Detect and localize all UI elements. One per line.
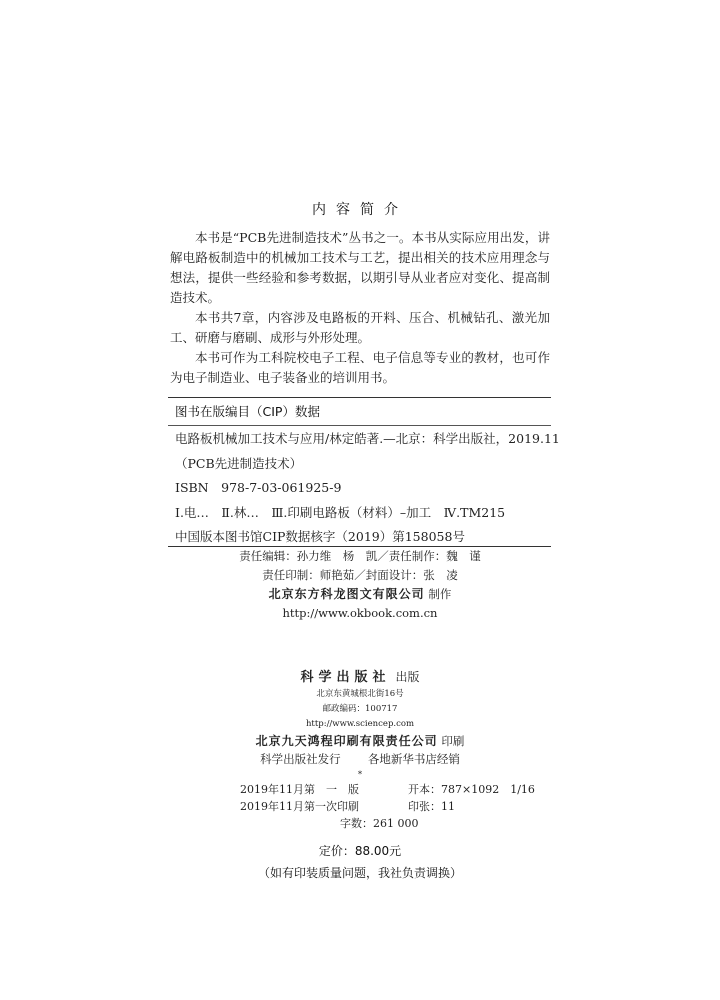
publisher-suffix: 出版 [395,670,420,684]
cip-line-classification: Ⅰ.电… Ⅱ.林… Ⅲ.印刷电路板（材料）–加工 Ⅳ.TM215 [175,504,506,520]
publisher-name: 科学出版社 [300,670,391,685]
summary-paragraph: 本书是“PCB先进制造技术”丛书之一。本书从实际应用出发，讲解电路板制造中的机械加工技术与工艺，提出相关的技术应用理念与想法，提供一些经验和参考数据，以期引导从业者应对变化、提高制造技术。 [170,230,550,305]
printing-info: 2019年11月第一次印刷 [240,800,359,813]
format-info: 开本：787×1092 1/16 [408,783,535,796]
printer-name: 北京九天鸿程印刷有限责任公司 [255,734,438,748]
maker-suffix: 制作 [428,587,452,601]
sheets-info: 印张：11 [408,800,455,813]
credits-print-design: 责任印制：师艳茹／封面设计：张 凌 [262,568,458,582]
cip-block [175,427,560,550]
imprint-block [0,781,720,832]
quality-note: （如有印装质量问题，我社负责调换） [257,866,462,880]
publisher-line [0,665,720,687]
credits-block [0,547,720,623]
credits-maker [0,585,720,604]
separator-star: * [357,770,363,780]
price-block [0,840,720,884]
printer-line [0,732,720,750]
summary-title: 内容简介 [312,202,408,218]
cip-heading: 图书在版编目（CIP）数据 [175,404,320,419]
cip-line-title: 电路板机械加工技术与应用/林定皓著.—北京：科学出版社，2019.11 [175,431,560,446]
credits-editors: 责任编辑：孙力维 杨 凯／责任制作：魏 谨 [239,549,481,563]
cip-line-series: （PCB先进制造技术） [175,455,303,471]
distribution-publisher: 科学出版社发行 [260,752,341,766]
edition-info: 2019年11月第 一 版 [240,783,359,796]
cip-line-record-number: 中国版本图书馆CIP数据核字（2019）第158058号 [175,529,465,545]
publisher-postcode: 邮政编码：100717 [322,704,398,714]
publisher-url: http://www.sciencep.com [305,719,415,729]
cip-line-isbn: ISBN 978-7-03-061925-9 [175,480,342,496]
distribution-line [0,750,720,768]
publisher-address: 北京东黄城根北街16号 [316,689,404,699]
summary-text [170,228,550,388]
distribution-bookstores: 各地新华书店经销 [367,752,460,766]
summary-paragraph: 本书可作为工科院校电子工程、电子信息等专业的教材，也可作为电子制造业、电子装备业的培训用书。 [170,350,550,385]
word-count-info: 字数：261 000 [340,817,419,830]
maker-name: 北京东方科龙图文有限公司 [268,587,425,601]
cip-top-rule [168,397,551,398]
publisher-block [0,665,720,783]
summary-paragraph: 本书共7章，内容涉及电路板的开料、压合、机械钻孔、激光加工、研磨与磨刷、成形与外形处理。 [170,310,550,345]
printer-suffix: 印刷 [441,734,465,748]
price-label: 定价：88.00元 [318,844,402,858]
cip-heading-rule [168,425,551,426]
maker-url: http://www.okbook.com.cn [282,606,438,620]
